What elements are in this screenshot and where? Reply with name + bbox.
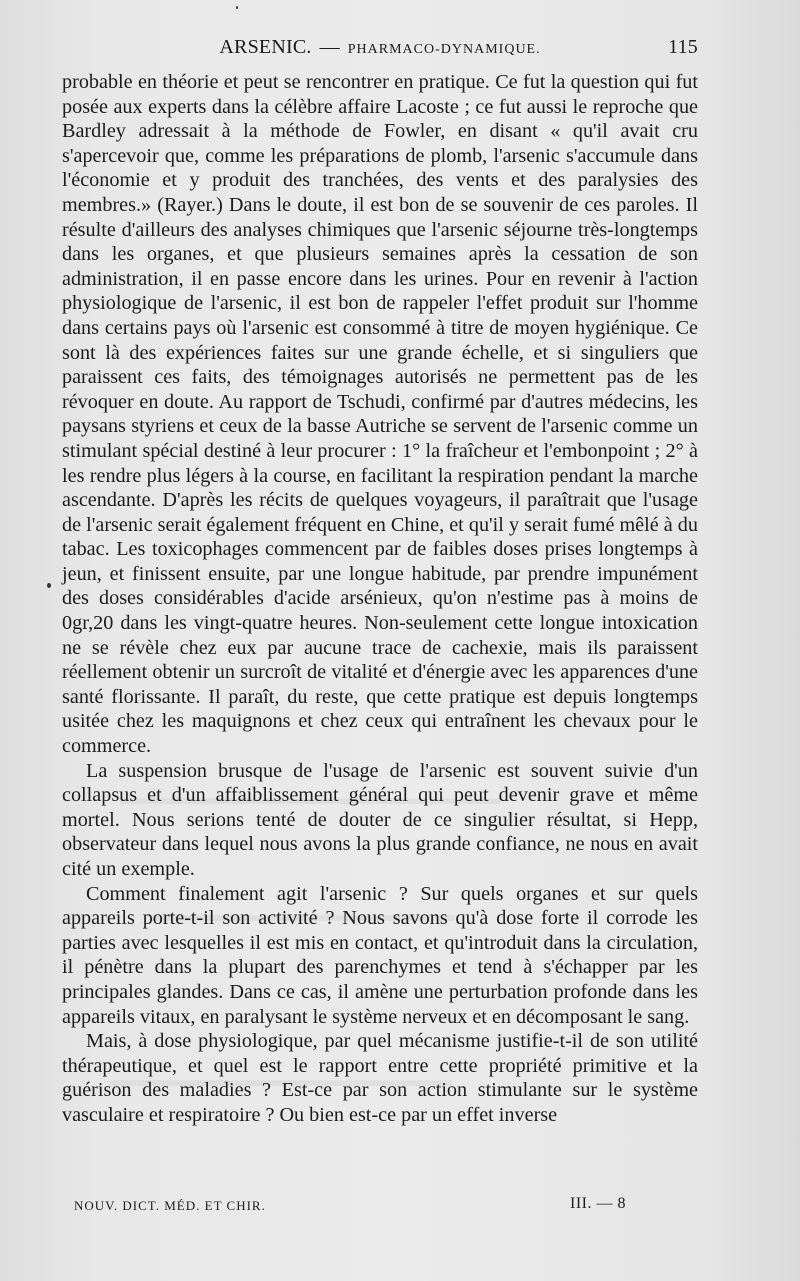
running-head-subtitle: PHARMACO-DYNAMIQUE.	[347, 42, 541, 57]
running-head-title: ARSENIC.	[219, 36, 312, 58]
page-footer	[62, 1195, 698, 1215]
running-head-separator: —	[319, 36, 340, 58]
paragraph: La suspension brusque de l'usage de l'arsenic est souvent suivie d'un collapsus et d'un affaiblissement général qui peut devenir grave et même mortel. Nous serions tenté de douter de ce singulier résultat, si Hepp, observateur dans lequel nous avons la plus grande confiance, ne nous en avait cité un exemple.	[62, 759, 698, 880]
body-text	[62, 70, 698, 1128]
paragraph: probable en théorie et peut se rencontrer en pratique. Ce fut la question qui fut posée aux experts dans la célèbre affaire Lacoste ; ce fut aussi le reproche que Bardley adressait à la méthode de Fowler, en disant « qu'il avait cru s'apercevoir que, comme les préparations de plomb, l'arsenic s'accumule dans l'économie et y produit des tranchées, des vents et des paralysies des membres.» (Rayer.) Dans le doute, il est bon de se souvenir de ces paroles. Il résulte d'ailleurs des analyses chimiques que l'arsenic séjourne très-longtemps dans les organes, et que plusieurs semaines après la cessation de son administration, il en passe encore dans les urines. Pour en revenir à l'action physiologique de l'arsenic, il est bon de rappeler l'effet produit sur l'homme dans certains pays où l'arsenic est consommé à titre de moyen hygiénique. Ce sont là des expériences faites sur une grande échelle, et si singuliers que paraissent ces faits, des témoignages autorisés ne permettent pas de les révoquer en doute. Au rapport de Tschudi, confirmé par d'autres médecins, les paysans styriens et ceux de la basse Autriche se servent de l'arsenic comme un stimulant spécial destiné à leur procurer : 1° la fraîcheur et l'embonpoint ; 2° à les rendre plus légers à la course, en facilitant la respiration pendant la marche ascendante. D'après les récits de quelques voyageurs, il paraîtrait que l'usage de l'arsenic serait également fréquent en Chine, et qu'il y serait fumé mêlé à du tabac. Les toxicophages commencent par de faibles doses prises longtemps à jeun, et finissent ensuite, par une longue habitude, par prendre impunément des doses considérables d'acide arsénieux, qu'on n'estime pas à moins de 0gr,20 dans les vingt-quatre heures. Non-seulement cette longue intoxication ne se révèle chez eux par aucune trace de cachexie, mais ils paraissent réellement obtenir un surcroît de vitalité et d'énergie avec les apparences d'une santé florissante. Il paraît, du reste, que cette pratique est depuis longtemps usitée chez les maquignons et chez ceux qui entraînent les chevaux pour le commerce.	[62, 71, 698, 758]
paragraph: Mais, à dose physiologique, par quel mécanisme justifie-t-il de son utilité thérapeutique, et quel est le rapport entre cette propriété primitive et la guérison des maladies ? Est-ce par son action stimulante sur le système vasculaire et respiratoire ? Ou bien est-ce par un effet inverse	[62, 1030, 698, 1126]
ink-speck	[47, 583, 51, 588]
footer-volume-mark: III. — 8	[570, 1195, 626, 1212]
footer-signature: NOUV. DICT. MÉD. ET CHIR.	[74, 1198, 266, 1213]
ink-speck	[236, 6, 238, 9]
page-number: 115	[668, 36, 698, 58]
running-head	[62, 36, 698, 62]
paragraph: Comment finalement agit l'arsenic ? Sur quels organes et sur quels appareils porte-t-il son activité ? Nous savons qu'à dose forte il corrode les parties avec lesquelles il est mis en contact, et qu'introduit dans la circulation, il pénètre dans la plupart des parenchymes et tend à s'échapper par les principales glandes. Dans ce cas, il amène une perturbation profonde dans les appareils vitaux, en paralysant le système nerveux et en décomposant le sang.	[62, 882, 698, 1028]
running-head-center	[62, 36, 698, 59]
